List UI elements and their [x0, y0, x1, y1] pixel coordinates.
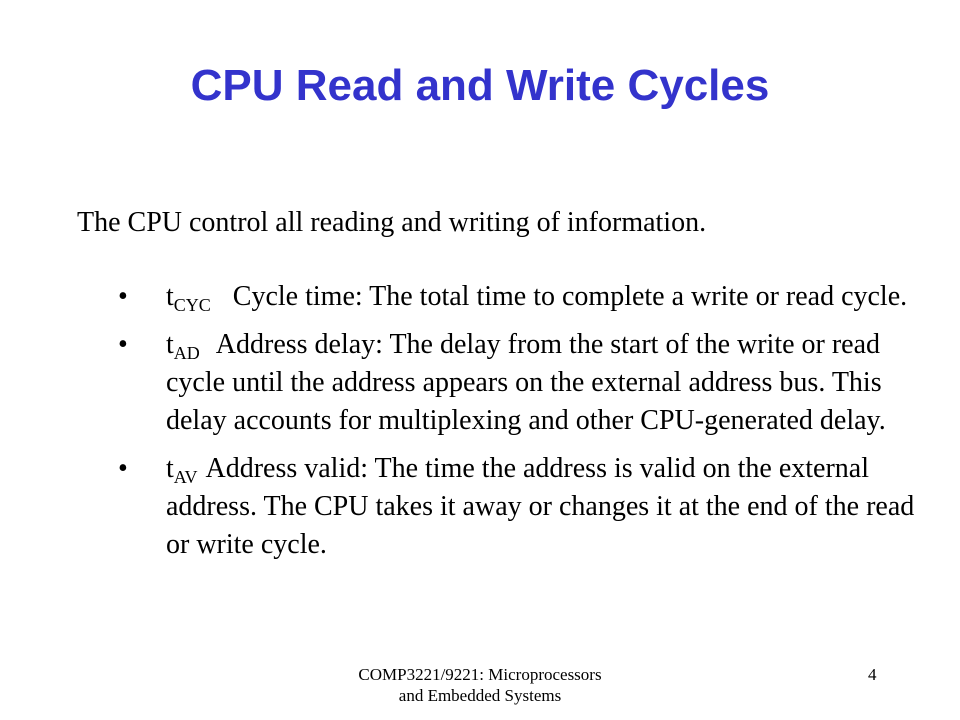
timing-symbol — [166, 453, 198, 487]
bullet-list — [118, 278, 918, 574]
footer-line-2: and Embedded Systems — [398, 686, 562, 705]
bullet-item-tad — [118, 326, 918, 440]
bullet-icon: • — [118, 329, 128, 360]
slide-title: CPU Read and Write Cycles — [190, 61, 770, 110]
timing-symbol — [166, 329, 200, 363]
symbol-base: t — [166, 329, 174, 360]
symbol-subscript: AV — [173, 467, 198, 487]
bullet-text: Cycle time: The total time to complete a write or read cycle. — [232, 281, 908, 312]
timing-symbol — [166, 281, 211, 315]
symbol-base: t — [166, 453, 174, 484]
page-number: 4 — [868, 665, 877, 684]
bullet-text: Address delay: The delay from the start of the write or read cycle until the address appears on the external address bus. This delay accounts for multiplexing and other CPU-generated delay. — [166, 329, 886, 436]
symbol-base: t — [166, 281, 174, 312]
bullet-icon: • — [118, 281, 128, 312]
symbol-subscript: AD — [173, 343, 200, 363]
bullet-item-tcyc — [118, 278, 918, 316]
bullet-item-tav — [118, 450, 918, 564]
symbol-subscript: CYC — [173, 295, 211, 315]
footer-course — [290, 664, 670, 706]
intro-text: The CPU control all reading and writing of information. — [77, 207, 707, 238]
bullet-text: Address valid: The time the address is valid on the external address. The CPU takes it away or changes it at the end of the read or write cycle. — [166, 453, 915, 560]
footer-line-1: COMP3221/9221: Microprocessors — [358, 665, 602, 684]
bullet-icon: • — [118, 453, 128, 484]
